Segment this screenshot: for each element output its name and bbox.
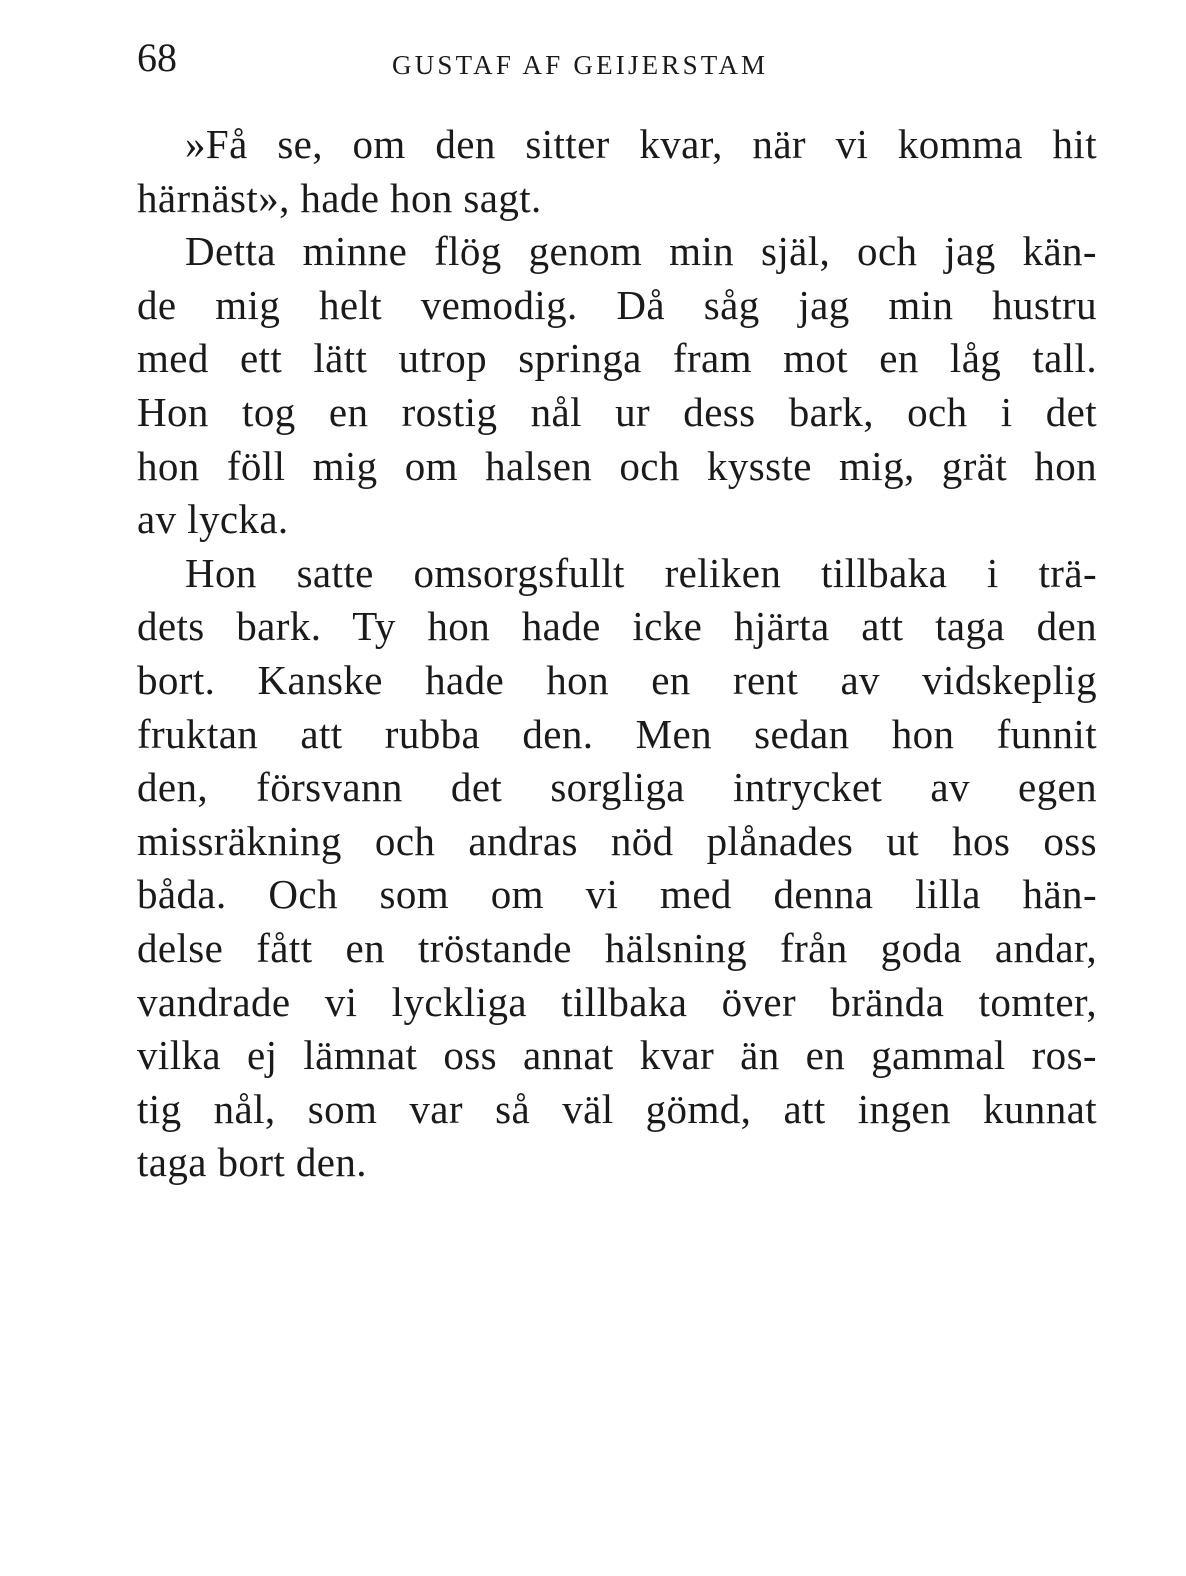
text-line: hon föll mig om halsen och kysste mig, grät hon	[137, 442, 1097, 489]
text-line: dets bark. Ty hon hade icke hjärta att taga den	[137, 603, 1097, 650]
text-line: båda. Och som om vi med denna lilla hän-	[137, 871, 1097, 918]
text-line: härnäst», hade hon sagt.	[137, 174, 542, 221]
text-line: bort. Kanske hade hon en rent av vidskeplig	[137, 656, 1097, 703]
running-head: GUSTAF AF GEIJERSTAM	[392, 50, 769, 80]
text-line: den, försvann det sorgliga intrycket av egen	[137, 764, 1097, 811]
page-number: 68	[137, 35, 177, 80]
text-line: med ett lätt utrop springa fram mot en låg tall.	[137, 335, 1097, 382]
text-line: taga bort den.	[137, 1139, 367, 1186]
text-line: »Få se, om den sitter kvar, när vi komma hit	[185, 121, 1097, 167]
text-line: vandrade vi lyckliga tillbaka över brända tomter,	[137, 978, 1097, 1025]
text-line: fruktan att rubba den. Men sedan hon funnit	[137, 710, 1097, 757]
text-line: delse fått en tröstande hälsning från goda andar,	[137, 924, 1097, 971]
body-text	[137, 118, 1097, 1190]
text-line: tig nål, som var så väl gömd, att ingen kunnat	[137, 1085, 1097, 1132]
text-line: av lycka.	[137, 496, 289, 543]
text-line: vilka ej lämnat oss annat kvar än en gammal ros-	[137, 1032, 1097, 1079]
text-line: missräkning och andras nöd plånades ut hos oss	[137, 817, 1097, 864]
text-line: de mig helt vemodig. Då såg jag min hustru	[137, 281, 1097, 328]
text-line: Detta minne flög genom min själ, och jag kän-	[185, 228, 1097, 275]
text-line: Hon satte omsorgsfullt reliken tillbaka i trä-	[185, 549, 1097, 596]
text-line: Hon tog en rostig nål ur dess bark, och i det	[137, 388, 1097, 435]
